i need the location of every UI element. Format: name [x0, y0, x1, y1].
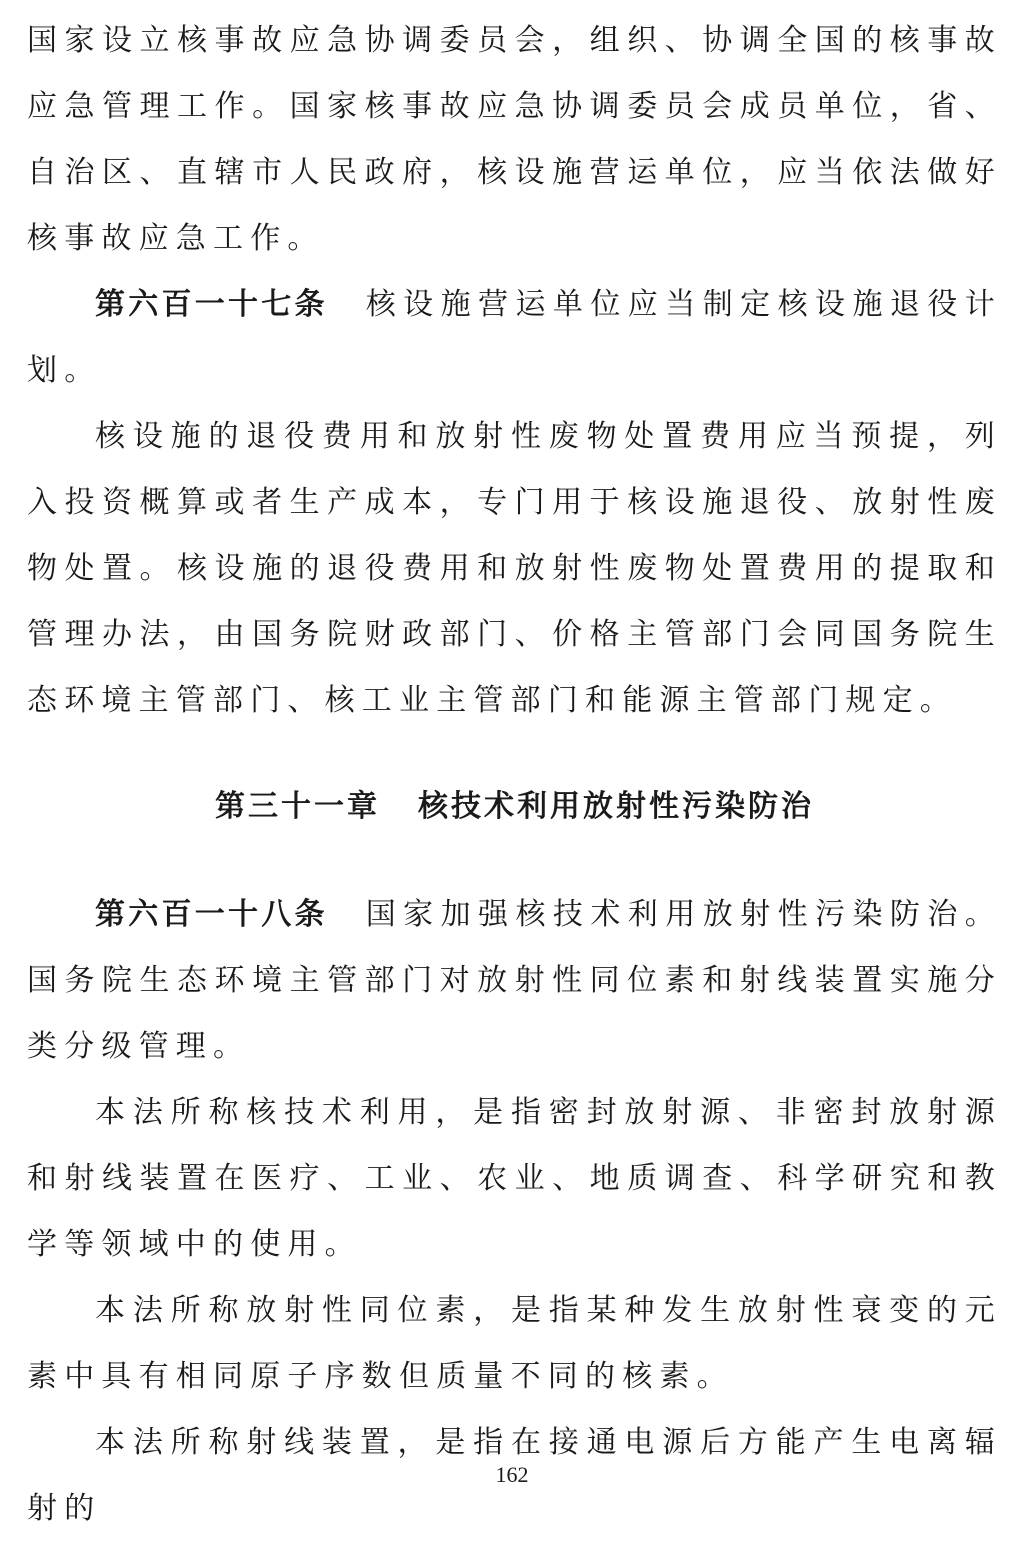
- article-618-number: 第六百一十八条: [95, 897, 328, 932]
- article-617-text: 核设施营运单位应当制定核设施退役计划。: [27, 287, 1002, 388]
- paragraph-nuclear-emergency: 国家设立核事故应急协调委员会，组织、协调全国的核事故应急管理工作。国家核事故应急协调委员会成员单位，省、自治区、直辖市人民政府，核设施营运单位，应当依法做好核事故应急工作。: [27, 23, 1002, 256]
- chapter-number: 第三十一章: [215, 789, 380, 824]
- chapter-title: 核技术利用放射性污染防治: [418, 789, 814, 824]
- document-page: [27, 8, 1002, 1542]
- paragraph-isotope-definition: 本法所称放射性同位素，是指某种发生放射性衰变的元素中具有相同原子序数但质量不同的核素。: [27, 1293, 1002, 1394]
- paragraph-ray-device-definition: 本法所称射线装置，是指在接通电源后方能产生电离辐射的: [27, 1425, 1002, 1526]
- article-617-number: 第六百一十七条: [95, 287, 328, 322]
- chapter-heading: [27, 774, 1002, 840]
- paragraph-decommissioning-costs: 核设施的退役费用和放射性废物处置费用应当预提，列入投资概算或者生产成本，专门用于核设施退役、放射性废物处置。核设施的退役费用和放射性废物处置费用的提取和管理办法，由国务院财政部门、价格主管部门会同国务院生态环境主管部门、核工业主管部门和能源主管部门规定。: [27, 419, 1002, 718]
- article-618-text: 国家加强核技术利用放射性污染防治。国务院生态环境主管部门对放射性同位素和射线装置实施分类分级管理。: [27, 897, 1002, 1064]
- paragraph-nuclear-technology-definition: 本法所称核技术利用，是指密封放射源、非密封放射源和射线装置在医疗、工业、农业、地质调查、科学研究和教学等领域中的使用。: [27, 1095, 1002, 1262]
- article-617: [27, 272, 1002, 404]
- page-number: 162: [495, 1462, 529, 1487]
- article-618: [27, 882, 1002, 1080]
